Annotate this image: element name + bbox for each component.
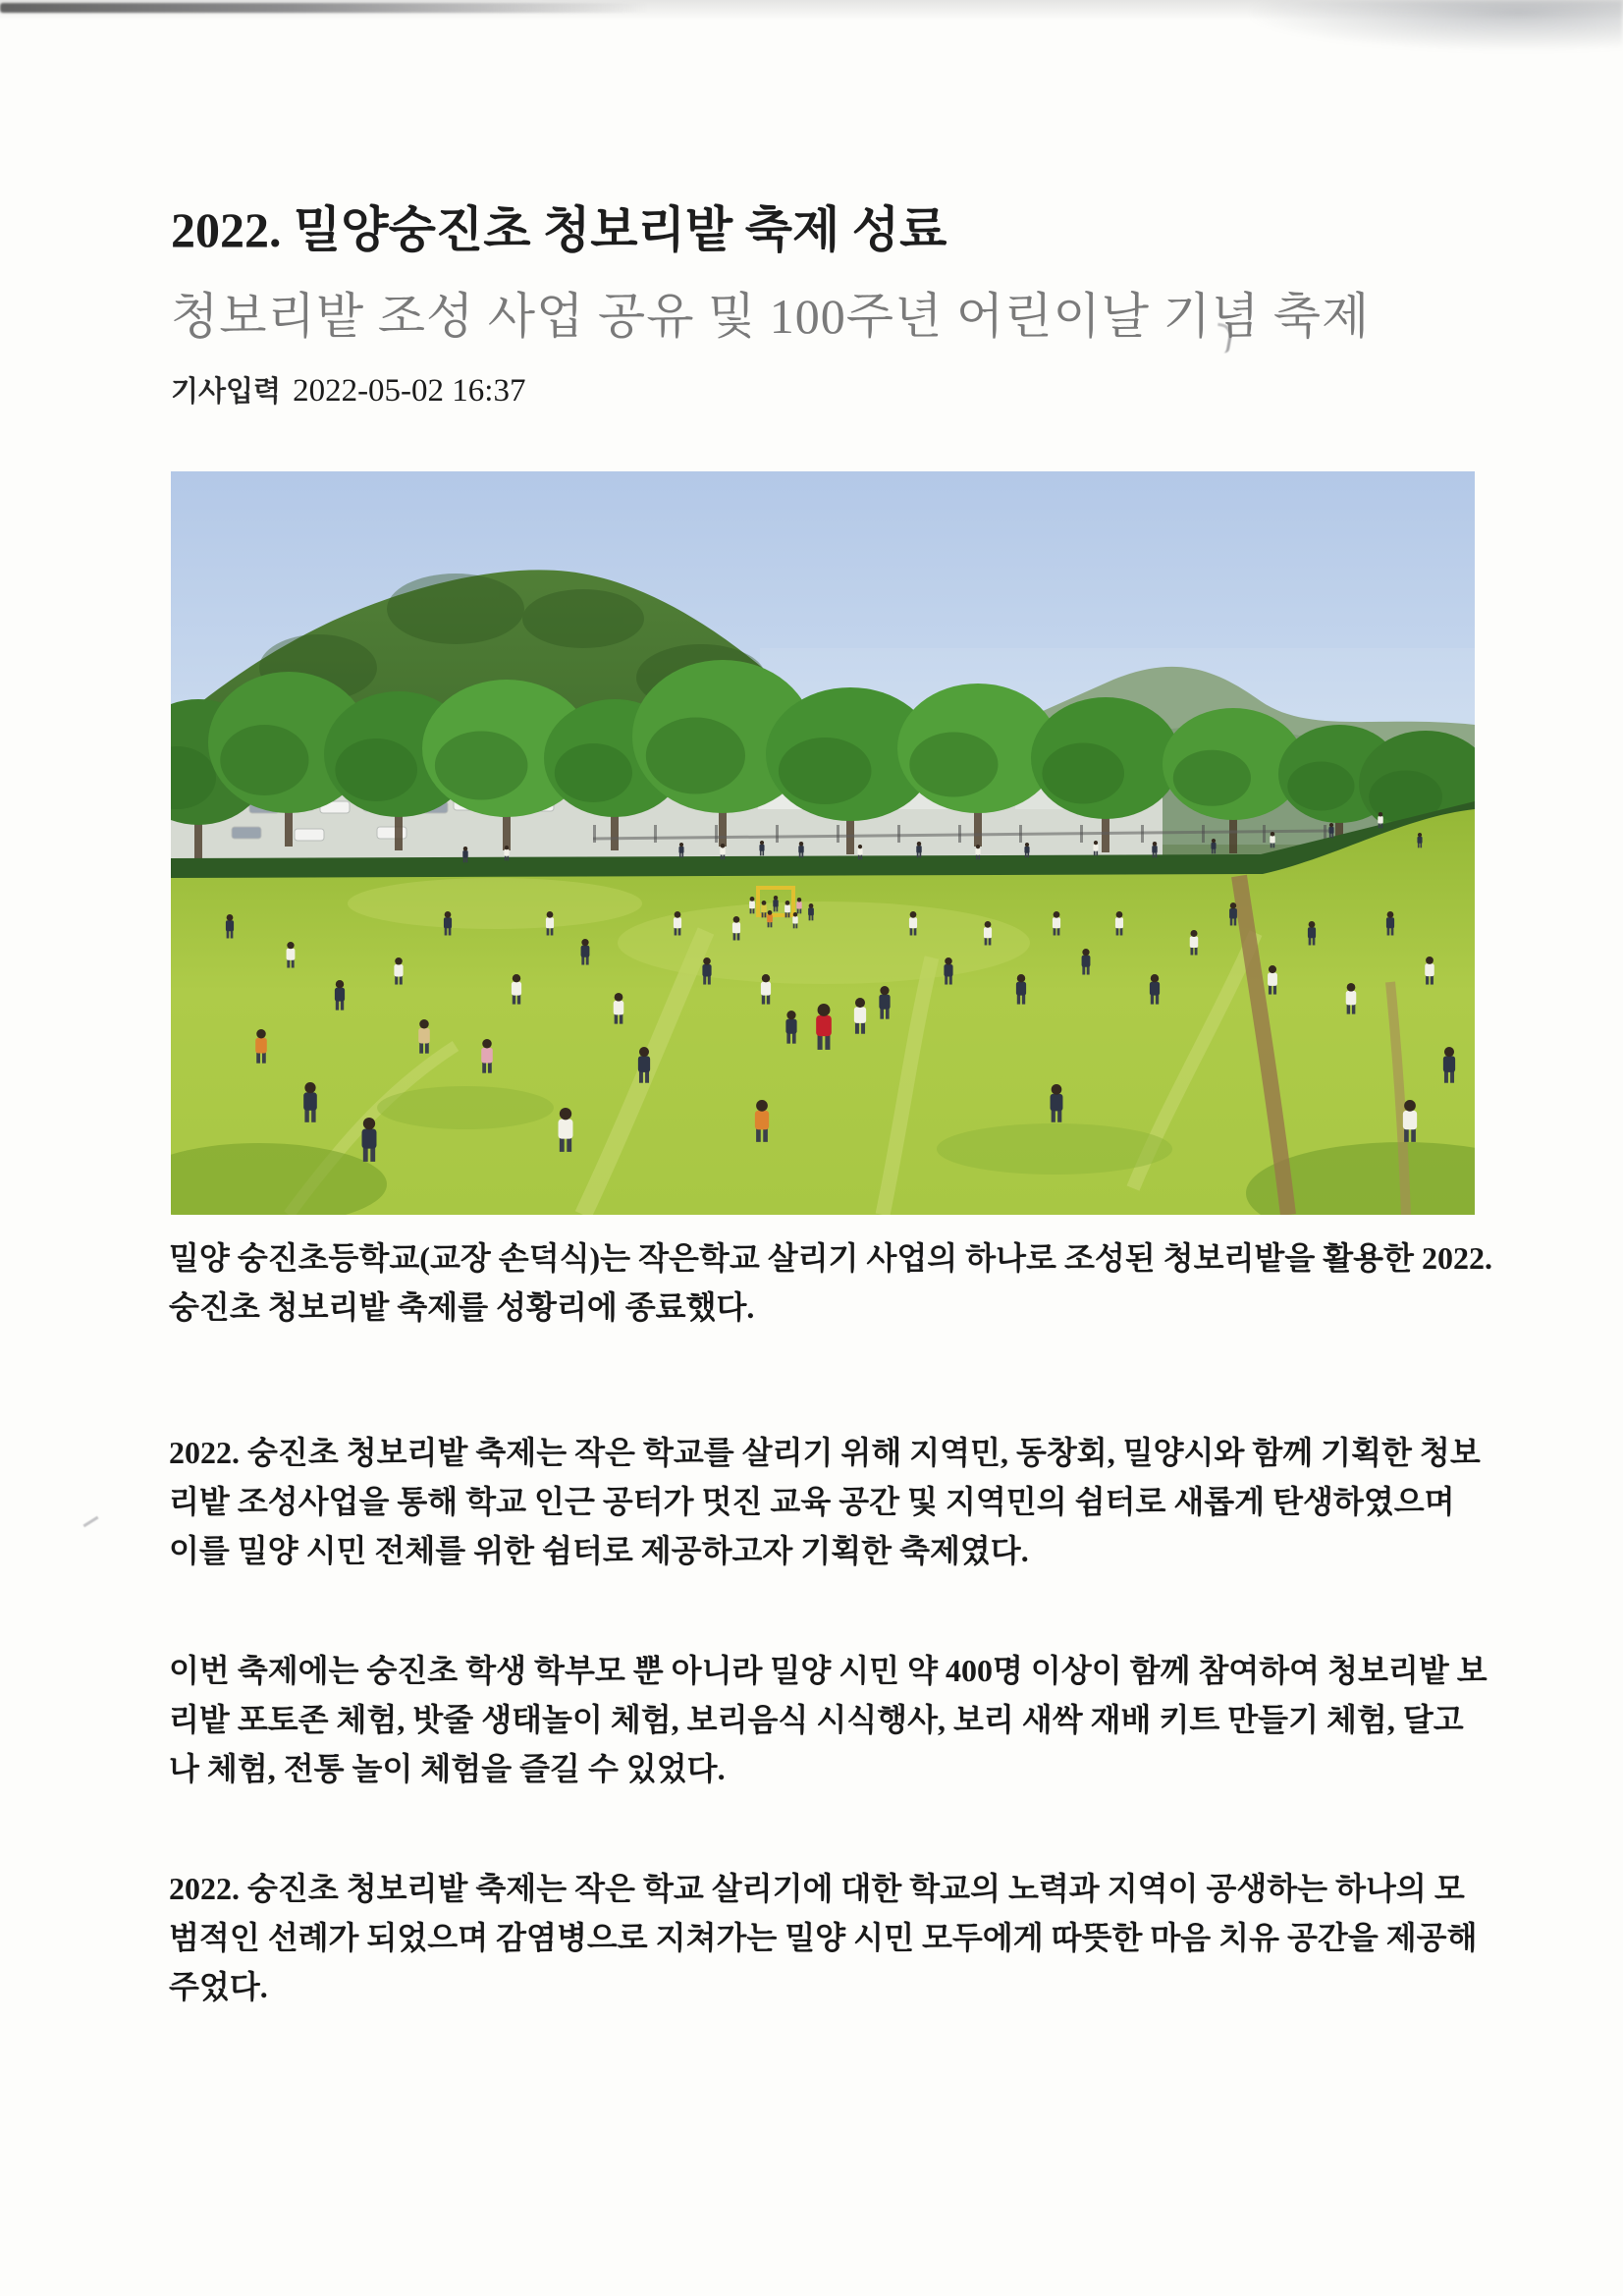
scan-artifact-top-right-smudge — [1250, 0, 1623, 51]
byline-label: 기사입력 — [171, 376, 282, 408]
byline-datetime: 2022-05-02 16:37 — [293, 373, 526, 409]
article-paragraph-2: 2022. 숭진초 청보리밭 축제는 작은 학교를 살리기 위해 지역민, 동창회, 밀양시와 함께 기획한 청보리밭 조성사업을 통해 학교 인근 공터가 멋진 교육 공간 및 지역민의 쉼터로 새롭게 탄생하였으며 이를 밀양 시민 전체를 위한 쉼터로 제공하고자 기획한 축제였다. — [169, 1435, 1481, 1568]
article-subtitle: 청보리밭 조성 사업 공유 및 100주년 어린이날 기념 축제 — [171, 289, 1371, 344]
barley-field-photo-illustration — [171, 471, 1475, 1215]
article-paragraph-3: 이번 축제에는 숭진초 학생 학부모 뿐 아니라 밀양 시민 약 400명 이상이 함께 참여하여 청보리밭 보리밭 포토존 체험, 밧줄 생태놀이 체험, 보리음식 시식행사, 보리 새싹 재배 키트 만들기 체험, 달고나 체험, 전통 놀이 체험을 즐길 수 있었다. — [169, 1653, 1488, 1786]
article-paragraph-1: 밀양 숭진초등학교(교장 손덕식)는 작은학교 살리기 사업의 하나로 조성된 청보리밭을 활용한 2022. 숭진초 청보리밭 축제를 성황리에 종료했다. — [169, 1240, 1492, 1325]
scan-artifact-margin-tick — [82, 1516, 98, 1528]
article-title: 2022. 밀양숭진초 청보리밭 축제 성료 — [171, 202, 947, 257]
byline — [171, 369, 525, 410]
scan-artifact-top-line — [0, 3, 648, 13]
article-photo — [171, 471, 1475, 1215]
article-paragraph-4: 2022. 숭진초 청보리밭 축제는 작은 학교 살리기에 대한 학교의 노력과 지역이 공생하는 하나의 모범적인 선례가 되었으며 감염병으로 지쳐가는 밀양 시민 모두에게 따뜻한 마음 치유 공간을 제공해 주었다. — [169, 1871, 1478, 2004]
